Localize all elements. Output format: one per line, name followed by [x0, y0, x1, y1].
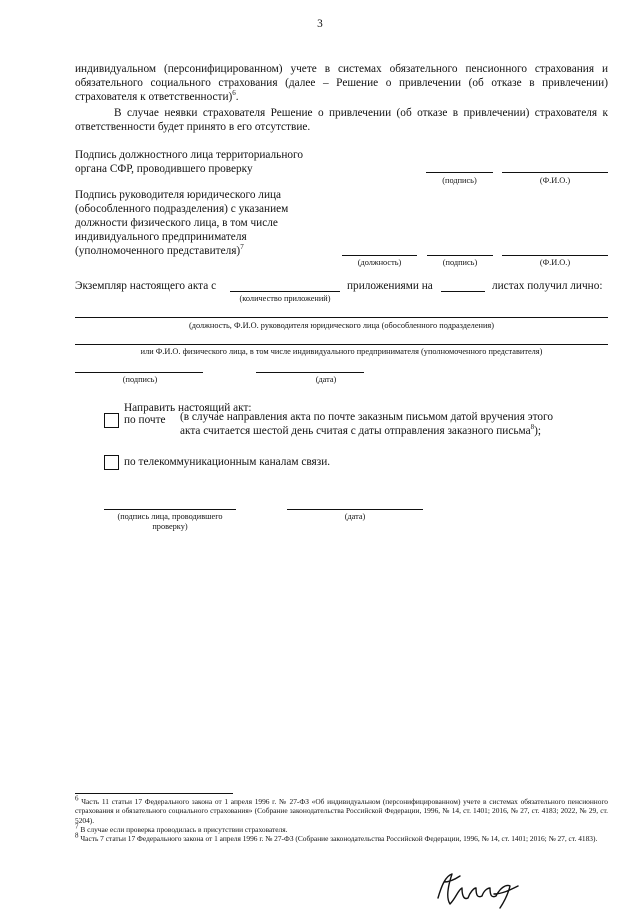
head-signature-line[interactable]: [427, 255, 493, 256]
telecom-checkbox[interactable]: [104, 455, 119, 470]
receiver-date-caption: (дата): [315, 375, 337, 384]
footnote-6-text: Часть 11 статьи 17 Федерального закона от 1 апреля 1996 г. № 27-ФЗ «Об индивидуальном (персонифицированном) учете в системах обязательного пенсионного страхования и обязательного социального страхования» (Собрание законодательства Российской Федерации, 1996, № 14, ст. 1401; 2016, № 27, ст. 4183; 2022, № 29, ст. 5204).: [75, 797, 608, 825]
head-signature-caption: (подпись): [442, 258, 478, 267]
footnote-ref-6: 6: [232, 89, 236, 98]
mail-note-tail: );: [534, 425, 542, 437]
footnote-7-mark: 7: [75, 822, 79, 831]
receiver-head-caption: (должность, Ф.И.О. руководителя юридического лица (обособленного подразделения): [189, 321, 494, 330]
official-signature-caption: (подпись): [442, 176, 477, 185]
inspector-signature-line[interactable]: [104, 509, 236, 510]
footnote-8-text: Часть 7 статьи 17 Федерального закона от 1 апреля 1996 г. № 27-ФЗ (Собрание законодательства Российской Федерации, 1996, № 14, ст. 1401; 2016; № 27, ст. 4183).: [80, 834, 598, 844]
head-signature-text: Подпись руководителя юридического лица (обособленного подразделения) с указанием должности физического лица, в том числе индивидуального предпринимателя (уполномоченного представителя): [75, 189, 289, 257]
head-fio-line[interactable]: [502, 255, 608, 256]
footnote-6: [75, 794, 608, 825]
telecom-option-label: по телекоммуникационным каналам связи.: [124, 456, 331, 468]
footnotes: [75, 794, 608, 844]
footnote-6-mark: 6: [75, 794, 79, 803]
attachments-count-caption: (количество приложений): [239, 294, 331, 303]
paragraph-absence-notice: В случае неявки страхователя Решение о привлечении (об отказе в привлечении) страхователя к ответственности будет принято в его отсутствие.: [75, 107, 608, 133]
copy-receipt-prefix: Экземпляр настоящего акта с: [75, 280, 217, 292]
mail-checkbox[interactable]: [104, 413, 119, 428]
footnote-ref-7: 7: [240, 243, 244, 252]
receiver-signature-line[interactable]: [75, 372, 203, 373]
sheets-count-line[interactable]: [441, 291, 485, 292]
official-signature-label: Подпись должностного лица территориального органа СФР, проводившего проверку: [75, 149, 304, 175]
receiver-date-line[interactable]: [256, 372, 364, 373]
inspector-date-line[interactable]: [287, 509, 423, 510]
send-act-label: Направить настоящий акт:: [124, 402, 252, 414]
official-signature-line[interactable]: [426, 172, 493, 173]
handwritten-initials: [432, 868, 524, 910]
receiver-person-caption: или Ф.И.О. физического лица, в том числе индивидуального предпринимателя (уполномоченного представителя): [140, 347, 543, 356]
head-position-caption: (должность): [357, 258, 402, 267]
inspector-date-caption: (дата): [344, 512, 366, 521]
footnote-8: [75, 831, 608, 844]
paragraph-decision-notice: [75, 62, 608, 104]
paragraph-decision-text: индивидуальном (персонифицированном) учете в системах обязательного пенсионного страхования и обязательного социального страхования (далее – Решение о привлечении (об отказе в привлечении) страхователя к ответственности): [75, 63, 608, 103]
receiver-person-line[interactable]: [75, 344, 608, 345]
footnote-8-mark: 8: [75, 831, 79, 840]
page-number: 3: [317, 18, 323, 30]
footnote-separator: [75, 793, 233, 794]
receiver-signature-caption: (подпись): [122, 375, 158, 384]
attachments-count-line[interactable]: [230, 291, 340, 292]
footnote-7-text: В случае если проверка проводилась в присутствии страхователя.: [80, 824, 288, 834]
official-fio-line[interactable]: [502, 172, 608, 173]
head-position-line[interactable]: [342, 255, 417, 256]
mail-option-note: [180, 410, 570, 438]
official-fio-caption: (Ф.И.О.): [539, 176, 571, 185]
head-signature-label: [75, 188, 325, 258]
copy-receipt-middle: приложениями на: [347, 280, 433, 292]
paragraph-decision-tail: .: [235, 91, 239, 103]
mail-note-text: (в случае направления акта по почте заказным письмом датой вручения этого акта считается шестой день считая с даты отправления заказного письма: [180, 411, 554, 437]
head-fio-caption: (Ф.И.О.): [539, 258, 571, 267]
copy-receipt-suffix: листах получил лично:: [492, 280, 603, 292]
footnote-ref-8: 8: [530, 423, 535, 432]
footnote-7: [75, 822, 608, 834]
mail-option-label: по почте: [124, 414, 166, 426]
inspector-signature-caption: (подпись лица, проводившего проверку): [117, 512, 223, 531]
receiver-head-line[interactable]: [75, 317, 608, 318]
